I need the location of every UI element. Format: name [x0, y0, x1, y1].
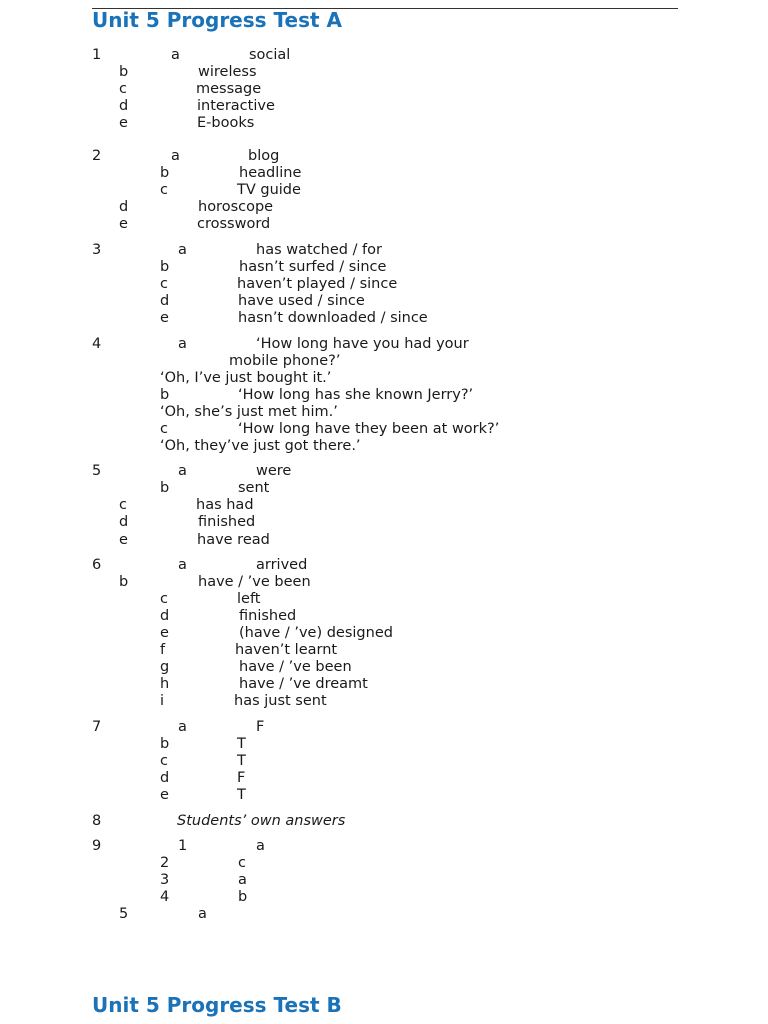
item-question-continued: mobile phone?’ [229, 353, 341, 369]
item-answer: (have / ’ve) designed [239, 625, 393, 641]
item-letter: i [160, 693, 165, 709]
question-number: 2 [92, 148, 102, 164]
item-letter: 1 [178, 838, 188, 854]
item-letter: d [160, 608, 170, 624]
item-letter: 3 [160, 872, 170, 888]
item-answer: hasn’t downloaded / since [238, 310, 428, 326]
item-answer: have / ’ve been [239, 659, 352, 675]
item-answer: crossword [197, 216, 271, 232]
item-letter: c [119, 81, 127, 97]
item-answer: left [237, 591, 261, 607]
item-reply: ‘Oh, she’s just met him.’ [160, 404, 338, 420]
question-number: 7 [92, 719, 102, 735]
item-letter: e [119, 532, 128, 548]
item-letter: e [119, 216, 128, 232]
item-letter: b [160, 259, 170, 275]
item-answer: message [196, 81, 262, 97]
item-letter: b [160, 165, 170, 181]
question-number: 3 [92, 242, 102, 258]
item-letter: d [160, 293, 170, 309]
item-letter: g [160, 659, 170, 675]
item-question: ‘How long have they been at work?’ [238, 421, 500, 437]
item-question: ‘How long have you had your [256, 336, 469, 352]
item-letter: c [160, 591, 168, 607]
item-answer: a [256, 838, 265, 854]
item-letter: d [119, 98, 129, 114]
question-number: 4 [92, 336, 102, 352]
item-letter: b [119, 574, 129, 590]
item-answer: Students’ own answers [177, 813, 346, 829]
item-letter: d [119, 199, 129, 215]
item-answer: have / ’ve dreamt [239, 676, 368, 692]
question-number: 5 [92, 463, 102, 479]
item-answer: have used / since [238, 293, 365, 309]
item-letter: c [160, 276, 168, 292]
item-letter: b [160, 736, 170, 752]
item-answer: horoscope [198, 199, 274, 215]
item-answer: F [237, 770, 246, 786]
item-answer: were [256, 463, 292, 479]
item-letter: b [119, 64, 129, 80]
item-letter: a [178, 336, 187, 352]
item-letter: c [160, 421, 168, 437]
item-answer: arrived [256, 557, 308, 573]
question-number: 9 [92, 838, 102, 854]
item-answer: a [238, 872, 247, 888]
item-letter: 5 [119, 906, 129, 922]
item-letter: a [171, 148, 180, 164]
question-number: 1 [92, 47, 102, 63]
item-letter: a [178, 242, 187, 258]
item-letter: d [119, 514, 129, 530]
item-answer: social [249, 47, 291, 63]
item-answer: headline [239, 165, 302, 181]
item-answer: blog [248, 148, 280, 164]
item-answer: hasn’t surfed / since [239, 259, 387, 275]
item-answer: F [256, 719, 265, 735]
item-answer: T [237, 736, 246, 752]
item-answer: have read [197, 532, 270, 548]
test-a-heading: Unit 5 Progress Test A [92, 8, 342, 32]
item-letter: d [160, 770, 170, 786]
item-answer: finished [239, 608, 297, 624]
item-answer: haven’t learnt [235, 642, 338, 658]
item-letter: e [160, 787, 169, 803]
item-letter: c [119, 497, 127, 513]
item-reply: ‘Oh, they’ve just got there.’ [160, 438, 361, 454]
item-answer: has watched / for [256, 242, 382, 258]
question-number: 6 [92, 557, 102, 573]
item-letter: b [160, 387, 170, 403]
item-letter: a [178, 557, 187, 573]
item-letter: e [119, 115, 128, 131]
item-answer: b [238, 889, 248, 905]
item-letter: c [160, 182, 168, 198]
item-answer: a [198, 906, 207, 922]
item-letter: 2 [160, 855, 170, 871]
item-answer: haven’t played / since [237, 276, 398, 292]
item-letter: a [178, 463, 187, 479]
item-letter: e [160, 310, 169, 326]
item-answer: T [237, 753, 246, 769]
item-letter: h [160, 676, 170, 692]
item-answer: finished [198, 514, 256, 530]
item-answer: T [237, 787, 246, 803]
item-letter: 4 [160, 889, 170, 905]
question-number: 8 [92, 813, 102, 829]
item-reply: ‘Oh, I’ve just bought it.’ [160, 370, 332, 386]
item-answer: TV guide [237, 182, 301, 198]
item-answer: sent [238, 480, 270, 496]
item-letter: c [160, 753, 168, 769]
item-answer: wireless [198, 64, 257, 80]
item-answer: has had [196, 497, 254, 513]
item-answer: c [238, 855, 246, 871]
test-b-heading: Unit 5 Progress Test B [92, 993, 342, 1017]
item-answer: E-books [197, 115, 255, 131]
item-letter: f [160, 642, 166, 658]
item-answer: have / ’ve been [198, 574, 311, 590]
item-letter: a [171, 47, 180, 63]
item-answer: interactive [197, 98, 275, 114]
item-question: ‘How long has she known Jerry?’ [238, 387, 474, 403]
item-letter: e [160, 625, 169, 641]
item-answer: has just sent [234, 693, 327, 709]
item-letter: a [178, 719, 187, 735]
item-letter: b [160, 480, 170, 496]
